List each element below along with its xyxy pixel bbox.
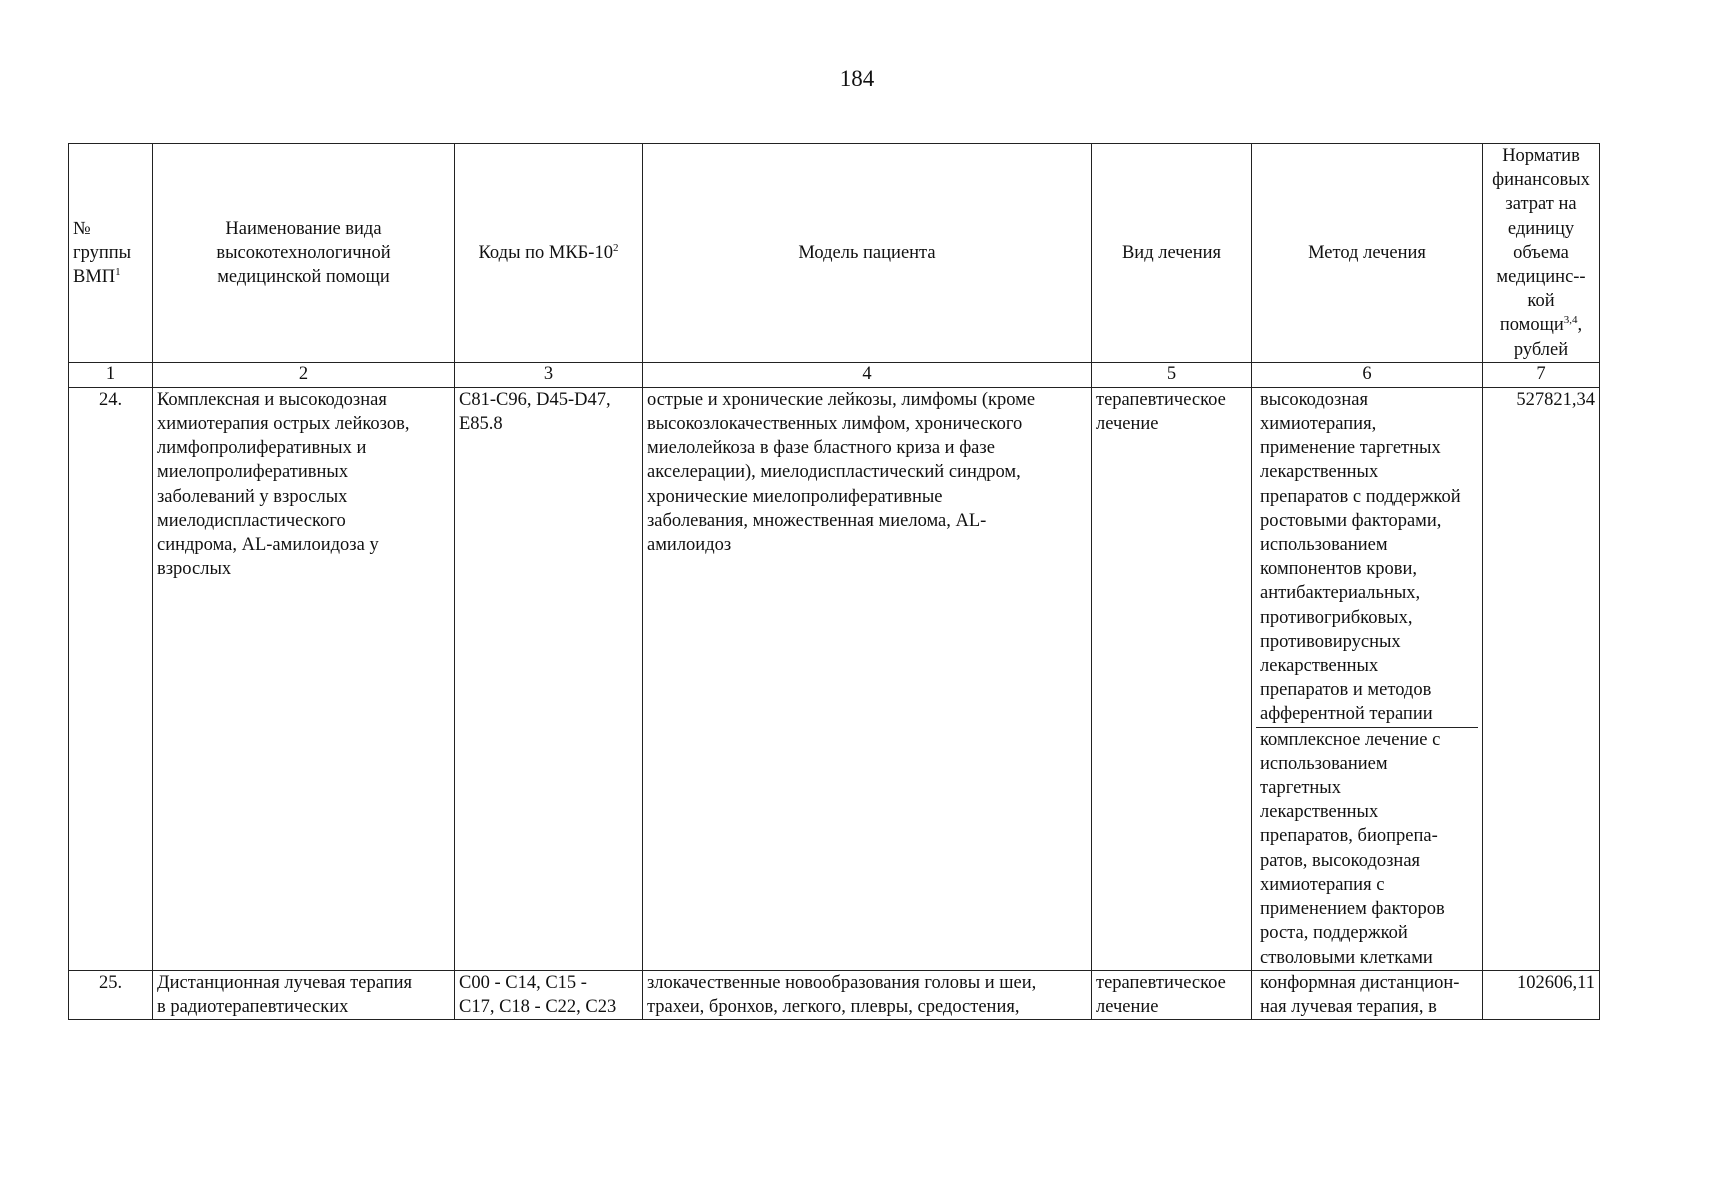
treatment-type: терапевтическое лечение xyxy=(1092,387,1252,970)
header-row xyxy=(69,144,1600,363)
header-icd-codes: Коды по МКБ-$10^2$ xyxy=(455,144,643,363)
care-type-name: Комплексная и высокодозная химиотерапия острых лейкозов, лимфопролиферативных и миелопролиферативных заболеваний у взрослых миелодиспластического синдрома, AL-амилоидоза у взрослых xyxy=(153,387,455,970)
treatment-methods xyxy=(1252,387,1483,970)
icd-codes: C81-C96, D45-D47, E85.8 xyxy=(455,387,643,970)
column-number: 3 xyxy=(455,362,643,387)
column-number: 5 xyxy=(1092,362,1252,387)
care-type-name: Дистанционная лучевая терапия в радиотерапевтических xyxy=(153,970,455,1019)
column-number-row xyxy=(69,362,1600,387)
treatment-methods xyxy=(1252,970,1483,1019)
header-treatment-method: Метод лечения xyxy=(1252,144,1483,363)
header-treatment-type: Вид лечения xyxy=(1092,144,1252,363)
patient-model: злокачественные новообразования головы и шеи, трахеи, бронхов, легкого, плевры, средостения, xyxy=(643,970,1092,1019)
vmp-table xyxy=(68,143,1600,1020)
header-patient-model: Модель пациента xyxy=(643,144,1092,363)
icd-codes: C00 - C14, C15 - C17, C18 - C22, C23 xyxy=(455,970,643,1019)
header-care-type-name: Наименование вида высокотехнологичной медицинской помощи xyxy=(153,144,455,363)
group-number: 25. xyxy=(69,970,153,1019)
table-row-24 xyxy=(69,387,1600,970)
page-number: 184 xyxy=(839,66,875,91)
treatment-method: комплексное лечение с использованием таргетных лекарственных препаратов, биопрепа- ратов, высокодозная химиотерапия с применением факторов роста, поддержкой стволовыми клетками xyxy=(1256,727,1478,970)
header-cost-norm: Норматив финансовых затрат на единицу объема медицинс-- кой помощи$^{3,4}$, рублей xyxy=(1483,144,1600,363)
column-number: 2 xyxy=(153,362,455,387)
column-number: 6 xyxy=(1252,362,1483,387)
treatment-method: конформная дистанцион- ная лучевая терапия, в xyxy=(1260,972,1460,1017)
header-group-number: № группы ВМП$^1$ xyxy=(69,144,153,363)
group-number: 24. xyxy=(69,387,153,970)
treatment-type: терапевтическое лечение xyxy=(1092,970,1252,1019)
cost-norm: 102606,11 xyxy=(1483,970,1600,1019)
column-number: 4 xyxy=(643,362,1092,387)
table-row-25 xyxy=(69,970,1600,1019)
column-number: 7 xyxy=(1483,362,1600,387)
treatment-method: высокодозная химиотерапия, применение таргетных лекарственных препаратов с поддержкой ростовыми факторами, использованием компонентов крови, антибактериальных, противогрибковых, противовирусных лекарственных препаратов и методов афферентной терапии xyxy=(1260,389,1461,725)
cost-norm: 527821,34 xyxy=(1483,387,1600,970)
column-number: 1 xyxy=(69,362,153,387)
patient-model: острые и хронические лейкозы, лимфомы (кроме высокозлокачественных лимфом, хронического миелолейкоза в фазе бластного криза и фазе акселерации), миелодиспластический синдром, хронические миелопролиферативные заболевания, множественная миелома, AL- амилоидоз xyxy=(643,387,1092,970)
